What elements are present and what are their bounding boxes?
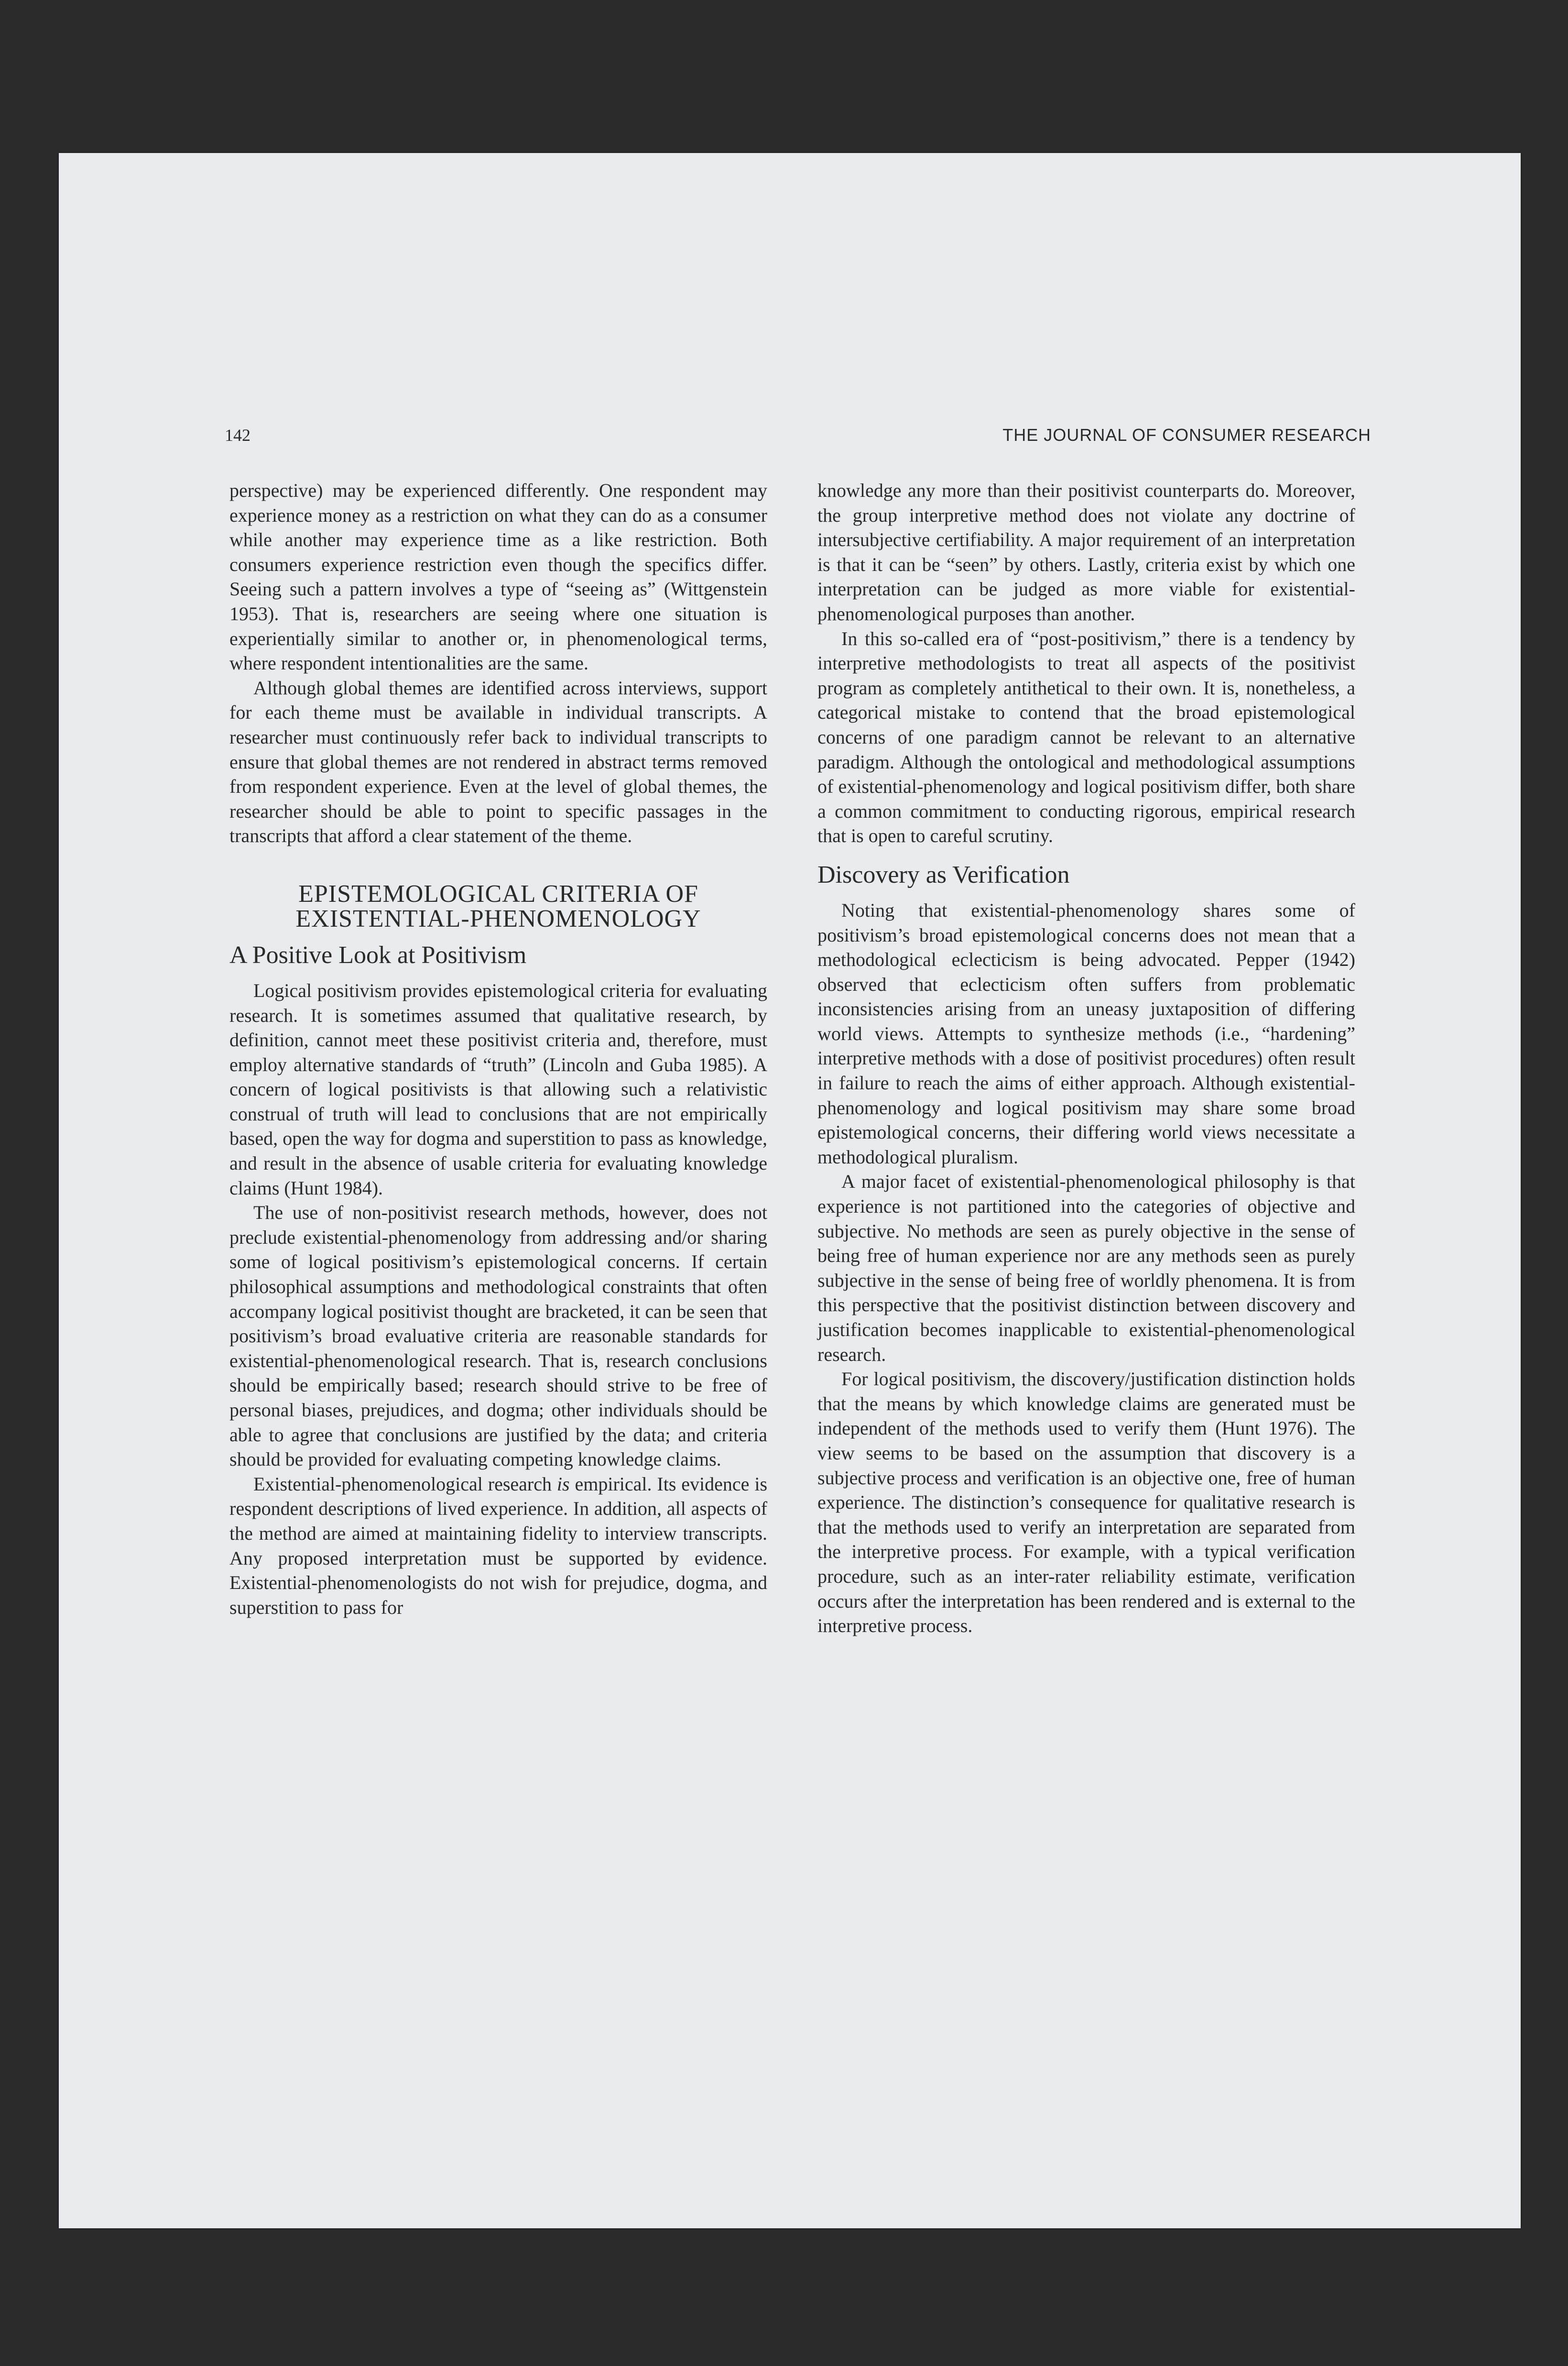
section-heading-line-1: EPISTEMOLOGICAL CRITERIA OF (298, 880, 698, 908)
text-run: empirical. Its evidence is respondent descriptions of lived experience. In addition, all aspects of the method are aimed at maintaining fidelity to interview transcripts. Any proposed interpretation must be supported by evidence. Existential-phenomenologists do not wish for prejudice, dogma, and superstition to pass for (229, 1473, 768, 1618)
subheading-positivism: A Positive Look at Positivism (229, 941, 527, 969)
text-run: Existential-phenomenological research (253, 1473, 557, 1495)
journal-title: THE JOURNAL OF CONSUMER RESEARCH (1002, 425, 1371, 445)
left-column (229, 478, 767, 1620)
subheading-discovery: Discovery as Verification (817, 861, 1070, 888)
paragraph: Logical positivism provides epistemological criteria for evaluating research. It is sometimes assumed that qualitative research, by definition, cannot meet these positivist criteria and, therefore, must employ alternative standards of “truth” (Lincoln and Guba 1985). A concern of logical positivists is that allowing such a relativistic construal of truth will lead to conclusions that are not empirically based, open the way for dogma and superstition to pass as knowledge, and result in the absence of usable criteria for evaluating knowledge claims (Hunt 1984). (229, 979, 767, 1199)
right-column (817, 478, 1355, 1638)
emphasis: is (556, 1473, 570, 1495)
paragraph (229, 1472, 767, 1620)
paragraph: For logical positivism, the discovery/justification distinction holds that the means by which knowledge claims are generated must be independent of the methods used to verify them (Hunt 1976). The view seems to be based on the assumption that discovery is a subjective process and verification is an objective one, free of human experience. The distinction’s consequence for qualitative research is that the methods used to verify an interpretation are separated from the interpretive process. For example, with a typical verification procedure, such as an inter-rater reliability estimate, verification occurs after the interpretation has been rendered and is external to the interpretive process. (817, 1368, 1355, 1637)
paragraph: Noting that existential-phenomenology shares some of positivism’s broad epistemological concerns does not mean that a methodological eclecticism is being advocated. Pepper (1942) observed that eclecticism often suffers from problematic inconsistencies arising from an uneasy juxtaposition of differing world views. Attempts to synthesize methods (i.e., “hardening” interpretive methods with a dose of positivist procedures) often result in failure to reach the aims of either approach. Although existential-phenomenology and logical positivism may share some broad epistemological concerns, their differing world views necessitate a methodological pluralism. (817, 899, 1355, 1168)
section-heading-line-2: EXISTENTIAL-PHENOMENOLOGY (295, 905, 701, 932)
running-head (225, 423, 1371, 447)
paragraph: A major facet of existential-phenomenological philosophy is that experience is not partitioned into the categories of objective and subjective. No methods are seen as purely objective in the sense of being free of human experience nor are any methods seen as purely subjective in the sense of being free of worldly phenomena. It is from this perspective that the positivist distinction between discovery and justification becomes inapplicable to existential-phenomenological research. (817, 1171, 1355, 1365)
paragraph: perspective) may be experienced differently. One respondent may experience money as a restriction on what they can do as a consumer while another may experience time as a like restriction. Both consumers experience restriction even though the specifics differ. Seeing such a pattern involves a type of “seeing as” (Wittgenstein 1953). That is, researchers are seeing where one situation is experientially similar to another or, in phenomenological terms, where respondent intentionalities are the same. (229, 480, 767, 674)
section-heading (229, 882, 767, 931)
paragraph: Although global themes are identified across interviews, support for each theme must be available in individual transcripts. A researcher must continuously refer back to individual transcripts to ensure that global themes are not rendered in abstract terms removed from respondent experience. Even at the level of global themes, the researcher should be able to point to specific passages in the transcripts that afford a clear statement of the theme. (229, 677, 767, 847)
paragraph: knowledge any more than their positivist counterparts do. Moreover, the group interpretive method does not violate any doctrine of intersubjective certifiability. A major requirement of an interpretation is that it can be “seen” by others. Lastly, criteria exist by which one interpretation can be judged as more viable for existential-phenomenological purposes than another. (817, 480, 1355, 624)
paragraph: The use of non-positivist research methods, however, does not preclude existential-phenomenology from addressing and/or sharing some of logical positivism’s epistemological concerns. If certain philosophical assumptions and methodological constraints that often accompany logical positivist thought are bracketed, it can be seen that positivism’s broad evaluative criteria are reasonable standards for existential-phenomenological research. That is, research conclusions should be empirically based; research should strive to be free of personal biases, prejudices, and dogma; other individuals should be able to agree that conclusions are justified by the data; and criteria should be provided for evaluating competing knowledge claims. (229, 1202, 767, 1470)
page-number: 142 (225, 426, 250, 445)
paragraph: In this so-called era of “post-positivism,” there is a tendency by interpretive methodologists to treat all aspects of the positivist program as completely antithetical to their own. It is, nonetheless, a categorical mistake to contend that the broad epistemological concerns of one paradigm cannot be relevant to an alternative paradigm. Although the ontological and methodological assumptions of existential-phenomenology and logical positivism differ, both share a common commitment to conducting rigorous, empirical research that is open to careful scrutiny. (817, 627, 1355, 847)
